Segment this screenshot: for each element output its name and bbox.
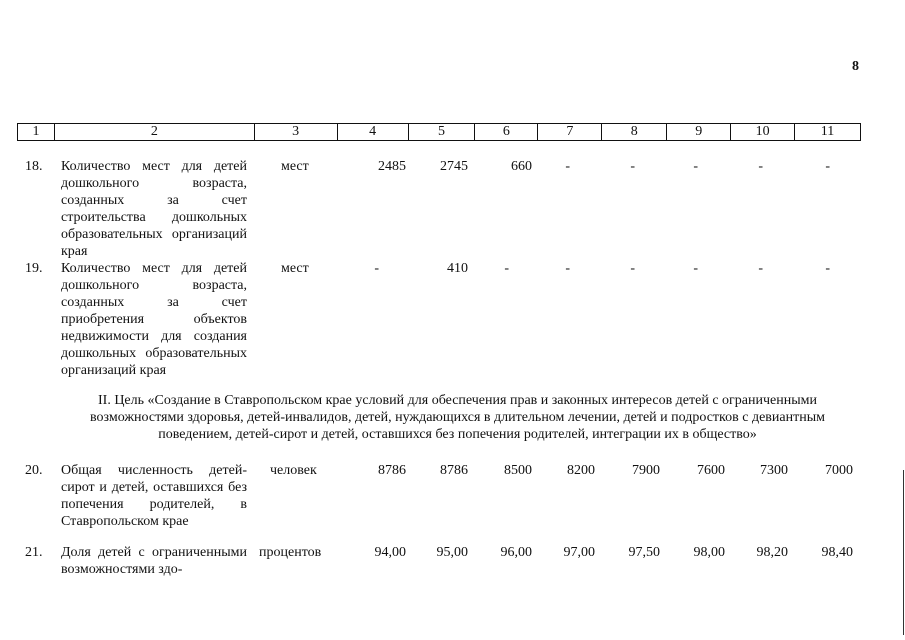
row-value: 98,40 [821,545,853,560]
row-number: 18. [25,159,43,174]
row-value: 98,00 [693,545,725,560]
row-number: 19. [25,261,43,276]
row-value: 95,00 [436,545,468,560]
row-value: - [825,261,830,276]
column-header: 2 [55,124,255,140]
scan-margin-line [903,470,904,635]
row-value: - [630,159,635,174]
row-description: Общая численность детей-сирот и детей, оставшихся без попечения родителей, в Ставропольском крае [61,463,247,529]
column-header: 6 [475,124,538,140]
row-value: 8786 [440,463,468,478]
row-description: Количество мест для детей дошкольного возраста, созданных за счет строительства дошкольных образовательных организаций края [61,159,247,259]
row-value: 2745 [440,159,468,174]
row-unit: мест [281,261,309,276]
page-number: 8 [852,59,859,74]
row-value: - [504,261,509,276]
row-unit: процентов [259,545,322,560]
row-value: 410 [447,261,468,276]
row-number: 21. [25,545,43,560]
row-value: - [758,261,763,276]
row-value: 97,50 [628,545,660,560]
row-number: 20. [25,463,43,478]
section-title: II. Цель «Создание в Ставропольском крае условий для обеспечения прав и законных интересов детей с ограниченными возможностями здоровья, детей-инвалидов, детей, нуждающихся в длительном лечении, детей и подростков с девиантным поведением, детей-сирот и детей, оставшихся без попечения родителей, интеграции их в общество» [90,393,825,442]
row-value: 97,00 [563,545,595,560]
row-value: 8786 [378,463,406,478]
row-value: - [374,261,379,276]
table-header-row [17,123,861,141]
column-header: 10 [731,124,795,140]
row-value: 98,20 [756,545,788,560]
row-value: - [630,261,635,276]
column-header: 7 [538,124,602,140]
row-value: 7300 [760,463,788,478]
row-value: 8500 [504,463,532,478]
row-value: - [693,159,698,174]
row-value: 660 [511,159,532,174]
column-header: 9 [667,124,731,140]
row-value: 2485 [378,159,406,174]
row-unit: мест [281,159,309,174]
column-header: 3 [255,124,338,140]
row-value: - [693,261,698,276]
row-value: 94,00 [374,545,406,560]
row-unit: человек [270,463,317,478]
column-header: 11 [820,124,835,139]
row-value: 8200 [567,463,595,478]
column-header: 4 [338,124,409,140]
row-value: 96,00 [500,545,532,560]
row-value: - [565,159,570,174]
column-header: 8 [602,124,667,140]
row-value: 7600 [697,463,725,478]
row-description: Доля детей с ограниченными возможностями здо- [61,545,247,577]
row-value: 7000 [825,463,853,478]
column-header: 1 [18,124,55,140]
row-value: - [825,159,830,174]
column-header: 5 [409,124,476,140]
row-description: Количество мест для детей дошкольного возраста, созданных за счет приобретения объектов недвижимости для создания дошкольных образовательных организаций края [61,261,247,378]
row-value: 7900 [632,463,660,478]
row-value: - [758,159,763,174]
row-value: - [565,261,570,276]
